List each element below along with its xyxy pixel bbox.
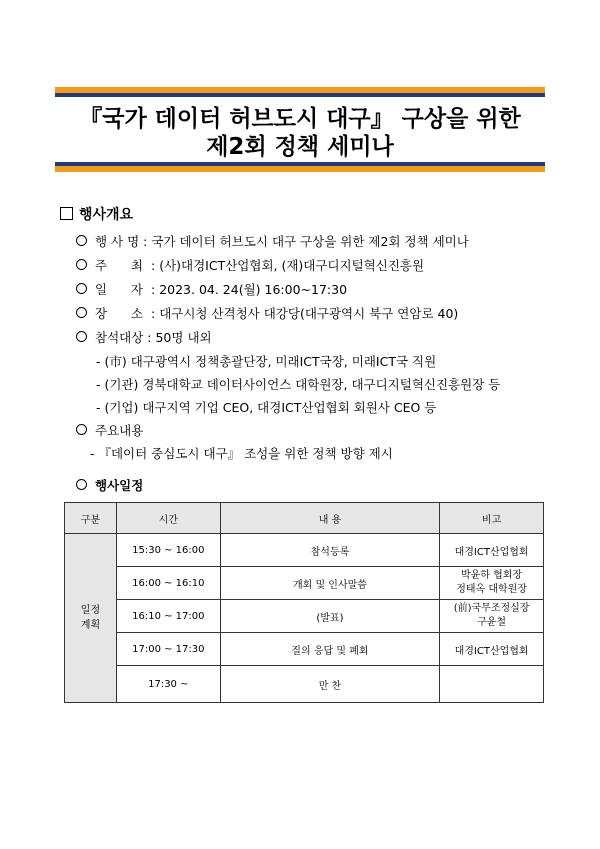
time-cell: 16:10 ~ 17:00 [116,600,220,633]
note-cell [440,534,544,567]
table-row [65,567,544,600]
note-cell [440,666,544,703]
content-cell: 질의 응답 및 폐회 [220,633,439,666]
content-cell: 만 찬 [220,666,439,703]
overview-item-attendees: 참석대상 : 50명 내외 [76,328,212,346]
attendee-line: - (기업) 대구지역 기업 CEO, 대경ICT산업협회 회원사 CEO 등 [96,400,437,415]
note-cell [440,633,544,666]
circle-bullet-icon [76,235,87,246]
top-navy-bar [55,93,545,97]
note-cell [440,567,544,600]
main-content-line: - 『데이터 중심도시 대구』 조성을 위한 정책 방향 제시 [90,446,393,461]
overview-item-date: 일 자 : 2023. 04. 24(월) 16:00~17:30 [76,280,347,298]
schedule-heading: 행사일정 [76,476,143,494]
note-line: 대경ICT산업협회 [454,645,529,657]
time-cell: 17:00 ~ 17:30 [116,633,220,666]
header-content: 내 용 [220,503,439,534]
time-cell: 15:30 ~ 16:00 [116,534,220,567]
circle-bullet-icon [76,479,87,490]
circle-bullet-icon [76,331,87,342]
overview-item-title: 행 사 명 : 국가 데이터 허브도시 대구 구상을 위한 제2회 정책 세미나 [76,232,469,250]
schedule-header-row [65,503,544,534]
content-cell: 참석등록 [220,534,439,567]
note-line: (前)국무조정실장 [453,603,530,614]
page-title-line2: 제2회 정책 세미나 [206,134,394,160]
content-cell: 개회 및 인사말씀 [220,567,439,600]
group-label-line2: 계획 [80,620,101,631]
circle-bullet-icon [76,307,87,318]
table-row [65,534,544,567]
schedule-table [64,502,544,703]
attendee-line: - (市) 대구광역시 정책총괄단장, 미래ICT국장, 미래ICT국 직원 [96,354,437,369]
overview-heading: 행사개요 [60,204,133,224]
note-line: 정태옥 대학원장 [456,584,527,595]
circle-bullet-icon [76,283,87,294]
note-line: 박윤하 협회장 [461,570,523,581]
group-label-cell [65,534,117,703]
group-label-line1: 일정 [80,605,101,616]
note-cell [440,600,544,633]
attendee-line: - (기관) 경북대학교 데이터사이언스 대학원장, 대구디지털혁신진흥원장 등 [96,377,501,392]
table-row [65,633,544,666]
time-cell: 16:00 ~ 16:10 [116,567,220,600]
main-content-heading: 주요내용 [76,421,143,439]
header-category: 구분 [65,503,117,534]
note-line: 구윤철 [477,617,507,628]
circle-bullet-icon [76,424,87,435]
time-cell: 17:30 ~ [116,666,220,703]
bottom-orange-bar [55,166,545,172]
checkbox-square-icon [60,207,73,220]
content-cell: (발표) [220,600,439,633]
circle-bullet-icon [76,259,87,270]
overview-item-venue: 장 소 : 대구시청 산격청사 대강당(대구광역시 북구 연암로 40) [76,304,458,322]
page-title-line1: 『국가 데이터 허브도시 대구』 구상을 위한 [79,106,521,132]
table-row [65,666,544,703]
table-row [65,600,544,633]
header-note: 비고 [440,503,544,534]
overview-item-host: 주 최 : (사)대경ICT산업협회, (재)대구디지털혁신진흥원 [76,256,424,274]
header-time: 시간 [116,503,220,534]
note-line: 대경ICT산업협회 [454,546,529,558]
